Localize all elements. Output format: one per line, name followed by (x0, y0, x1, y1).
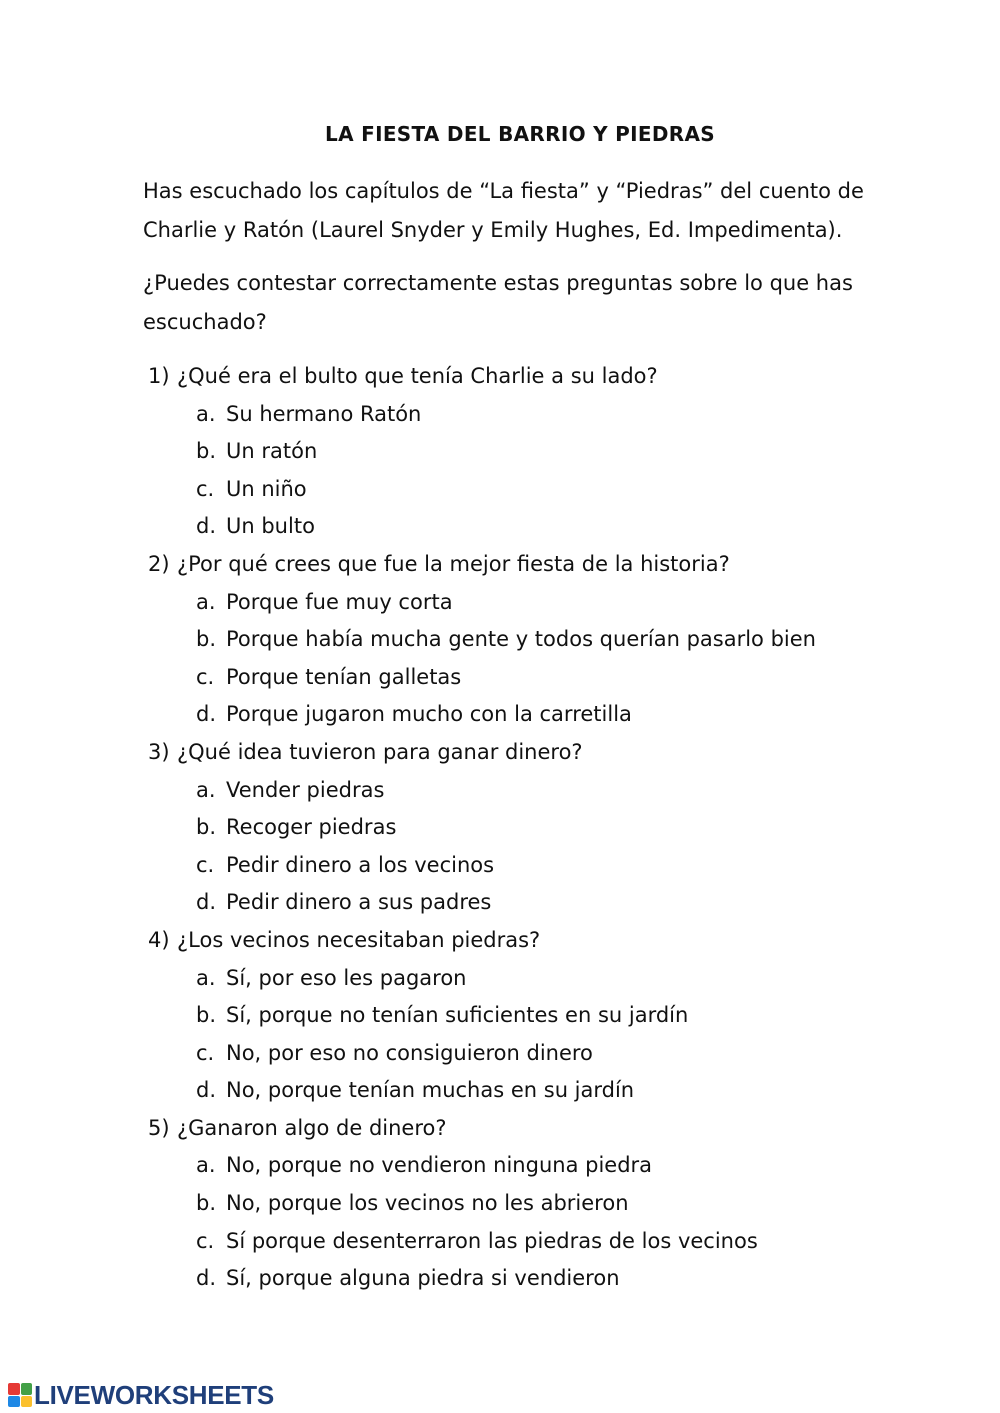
option-text: Porque tenían galletas (226, 664, 462, 689)
option-text: Sí, por eso les pagaron (226, 965, 467, 990)
option-text: Pedir dinero a sus padres (226, 890, 492, 915)
option-text: Pedir dinero a los vecinos (226, 852, 495, 877)
question-4-option-a (148, 960, 908, 998)
question-number: 4) (148, 927, 170, 952)
option-text: No, por eso no consiguieron dinero (226, 1040, 593, 1065)
option-letter: c. (196, 1228, 215, 1253)
question-list (148, 358, 908, 1298)
option-letter: d. (196, 514, 217, 539)
question-text: ¿Los vecinos necesitaban piedras? (177, 927, 541, 952)
question-4-option-d (148, 1072, 908, 1110)
question-4 (148, 922, 908, 960)
option-text: Sí, porque no tenían suficientes en su jardín (226, 1003, 689, 1028)
intro-paragraph: Has escuchado los capítulos de “La fiesta” y “Piedras” del cuento de Charlie y Ratón (Laurel Snyder y Emily Hughes, Ed. Impedimenta). (143, 179, 864, 242)
option-letter: c. (196, 852, 215, 877)
option-letter: c. (196, 664, 215, 689)
option-letter: b. (196, 439, 217, 464)
option-text: Un bulto (226, 514, 315, 539)
question-3-option-c (148, 847, 908, 885)
option-letter: d. (196, 1078, 217, 1103)
question-number: 2) (148, 551, 170, 576)
question-text: ¿Qué idea tuvieron para ganar dinero? (177, 739, 583, 764)
option-text: Un niño (226, 476, 307, 501)
question-3-option-d (148, 884, 908, 922)
option-letter: a. (196, 1153, 216, 1178)
question-1-option-a (148, 396, 908, 434)
prompt-paragraph: ¿Puedes contestar correctamente estas preguntas sobre lo que has escuchado? (143, 271, 853, 334)
question-1-option-c (148, 471, 908, 509)
option-letter: b. (196, 627, 217, 652)
option-text: Su hermano Ratón (226, 401, 422, 426)
option-letter: d. (196, 702, 217, 727)
question-2-option-a (148, 584, 908, 622)
question-2-option-c (148, 659, 908, 697)
option-letter: b. (196, 1191, 217, 1216)
option-letter: a. (196, 777, 216, 802)
question-2-option-b (148, 621, 908, 659)
option-letter: b. (196, 815, 217, 840)
question-3-option-a (148, 772, 908, 810)
question-1-option-b (148, 433, 908, 471)
question-text: ¿Ganaron algo de dinero? (177, 1115, 447, 1140)
question-text: ¿Qué era el bulto que tenía Charlie a su lado? (177, 364, 658, 388)
question-1-option-d (148, 508, 908, 546)
option-text: Porque jugaron mucho con la carretilla (226, 702, 632, 727)
question-number: 3) (148, 739, 170, 764)
question-5-option-c (148, 1223, 908, 1261)
question-4-option-b (148, 997, 908, 1035)
option-letter: a. (196, 589, 216, 614)
liveworksheets-logo (8, 1380, 274, 1410)
option-text: No, porque los vecinos no les abrieron (226, 1191, 629, 1216)
logo-mark-icon (8, 1383, 32, 1407)
question-number: 5) (148, 1115, 170, 1140)
option-text: Un ratón (226, 439, 318, 464)
question-2-option-d (148, 696, 908, 734)
option-letter: d. (196, 1266, 217, 1291)
option-letter: d. (196, 890, 217, 915)
option-text: Porque había mucha gente y todos querían pasarlo bien (226, 627, 816, 652)
question-2 (148, 546, 908, 584)
question-5 (148, 1110, 908, 1148)
option-text: Porque fue muy corta (226, 589, 453, 614)
question-3 (148, 734, 908, 772)
question-number: 1) (148, 364, 170, 388)
question-5-option-d (148, 1260, 908, 1298)
question-4-option-c (148, 1035, 908, 1073)
question-5-option-b (148, 1185, 908, 1223)
question-3-option-b (148, 809, 908, 847)
option-text: Sí, porque alguna piedra si vendieron (226, 1266, 620, 1291)
option-text: Vender piedras (226, 777, 385, 802)
option-text: No, porque tenían muchas en su jardín (226, 1078, 635, 1103)
option-letter: c. (196, 1040, 215, 1065)
option-text: Recoger piedras (226, 815, 397, 840)
question-5-option-a (148, 1147, 908, 1185)
option-letter: c. (196, 476, 215, 501)
worksheet-title: LA FIESTA DEL BARRIO Y PIEDRAS (325, 122, 715, 146)
option-text: Sí porque desenterraron las piedras de los vecinos (226, 1228, 758, 1253)
question-text: ¿Por qué crees que fue la mejor fiesta de la historia? (177, 551, 730, 576)
option-letter: a. (196, 965, 216, 990)
option-letter: a. (196, 401, 216, 426)
logo-text: LIVEWORKSHEETS (34, 1379, 274, 1410)
question-1 (148, 358, 908, 396)
option-text: No, porque no vendieron ninguna piedra (226, 1153, 653, 1178)
option-letter: b. (196, 1003, 217, 1028)
